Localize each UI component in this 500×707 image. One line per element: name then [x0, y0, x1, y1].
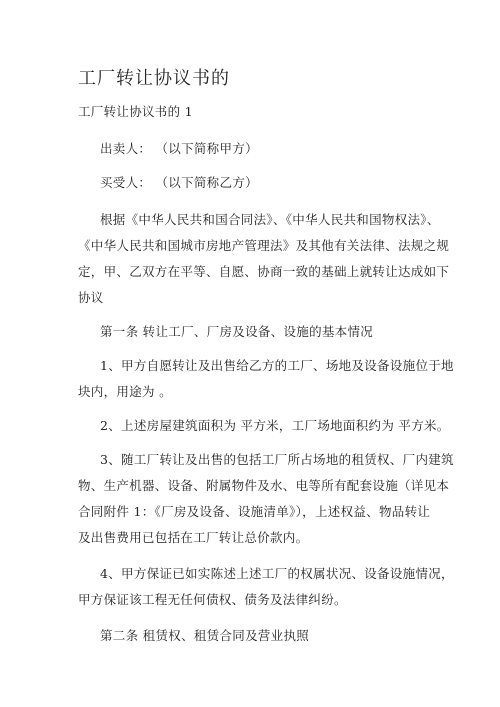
paragraph-line: 4、甲方保证已如实陈述上述工厂的权属状况、设备设施情况， [100, 566, 454, 581]
seller-line: 出卖人： （以下简称甲方） [100, 141, 258, 156]
paragraph-line: 块内，用途为 。 [78, 384, 172, 399]
paragraph-line: 1、甲方自愿转让及出售给乙方的工厂、场地及设备设施位于地 [100, 358, 454, 373]
paragraph-line: 甲方保证该工程无任何债权、债务及法律纠纷。 [78, 592, 347, 607]
document-subtitle: 工厂转让协议书的 1 [78, 104, 193, 119]
paragraph-line: 物、生产机器、设备、附属物件及水、电等所有配套设施（详见本 [78, 478, 450, 493]
paragraph-line: 及出售费用已包括在工厂转让总价款内。 [78, 530, 309, 545]
paragraph-line: 定，甲、乙双方在平等、自愿、协商一致的基础上就转让达成如下 [78, 264, 450, 279]
paragraph-line: 合同附件 1：《厂房及设备、设施清单》），上述权益、物品转让 [78, 504, 431, 519]
document-title: 工厂转让协议书的 [78, 68, 230, 89]
paragraph-line: 3、随工厂转让及出售的包括工厂所占场地的租赁权、厂内建筑 [100, 452, 454, 467]
paragraph-line: 协议 [78, 290, 104, 305]
paragraph-line: 根据《中华人民共和国合同法》、《中华人民共和国物权法》、 [100, 212, 440, 227]
paragraph-line: 2、上述房屋建筑面积为 平方米，工厂场地面积约为 平方米。 [100, 418, 450, 433]
article-heading: 第二条 租赁权、租赁合同及营业执照 [100, 628, 310, 643]
buyer-line: 买受人： （以下简称乙方） [100, 175, 258, 190]
paragraph-line: 《中华人民共和国城市房地产管理法》及其他有关法律、法规之规 [78, 238, 450, 253]
article-heading: 第一条 转让工厂、厂房及设备、设施的基本情况 [100, 324, 374, 339]
